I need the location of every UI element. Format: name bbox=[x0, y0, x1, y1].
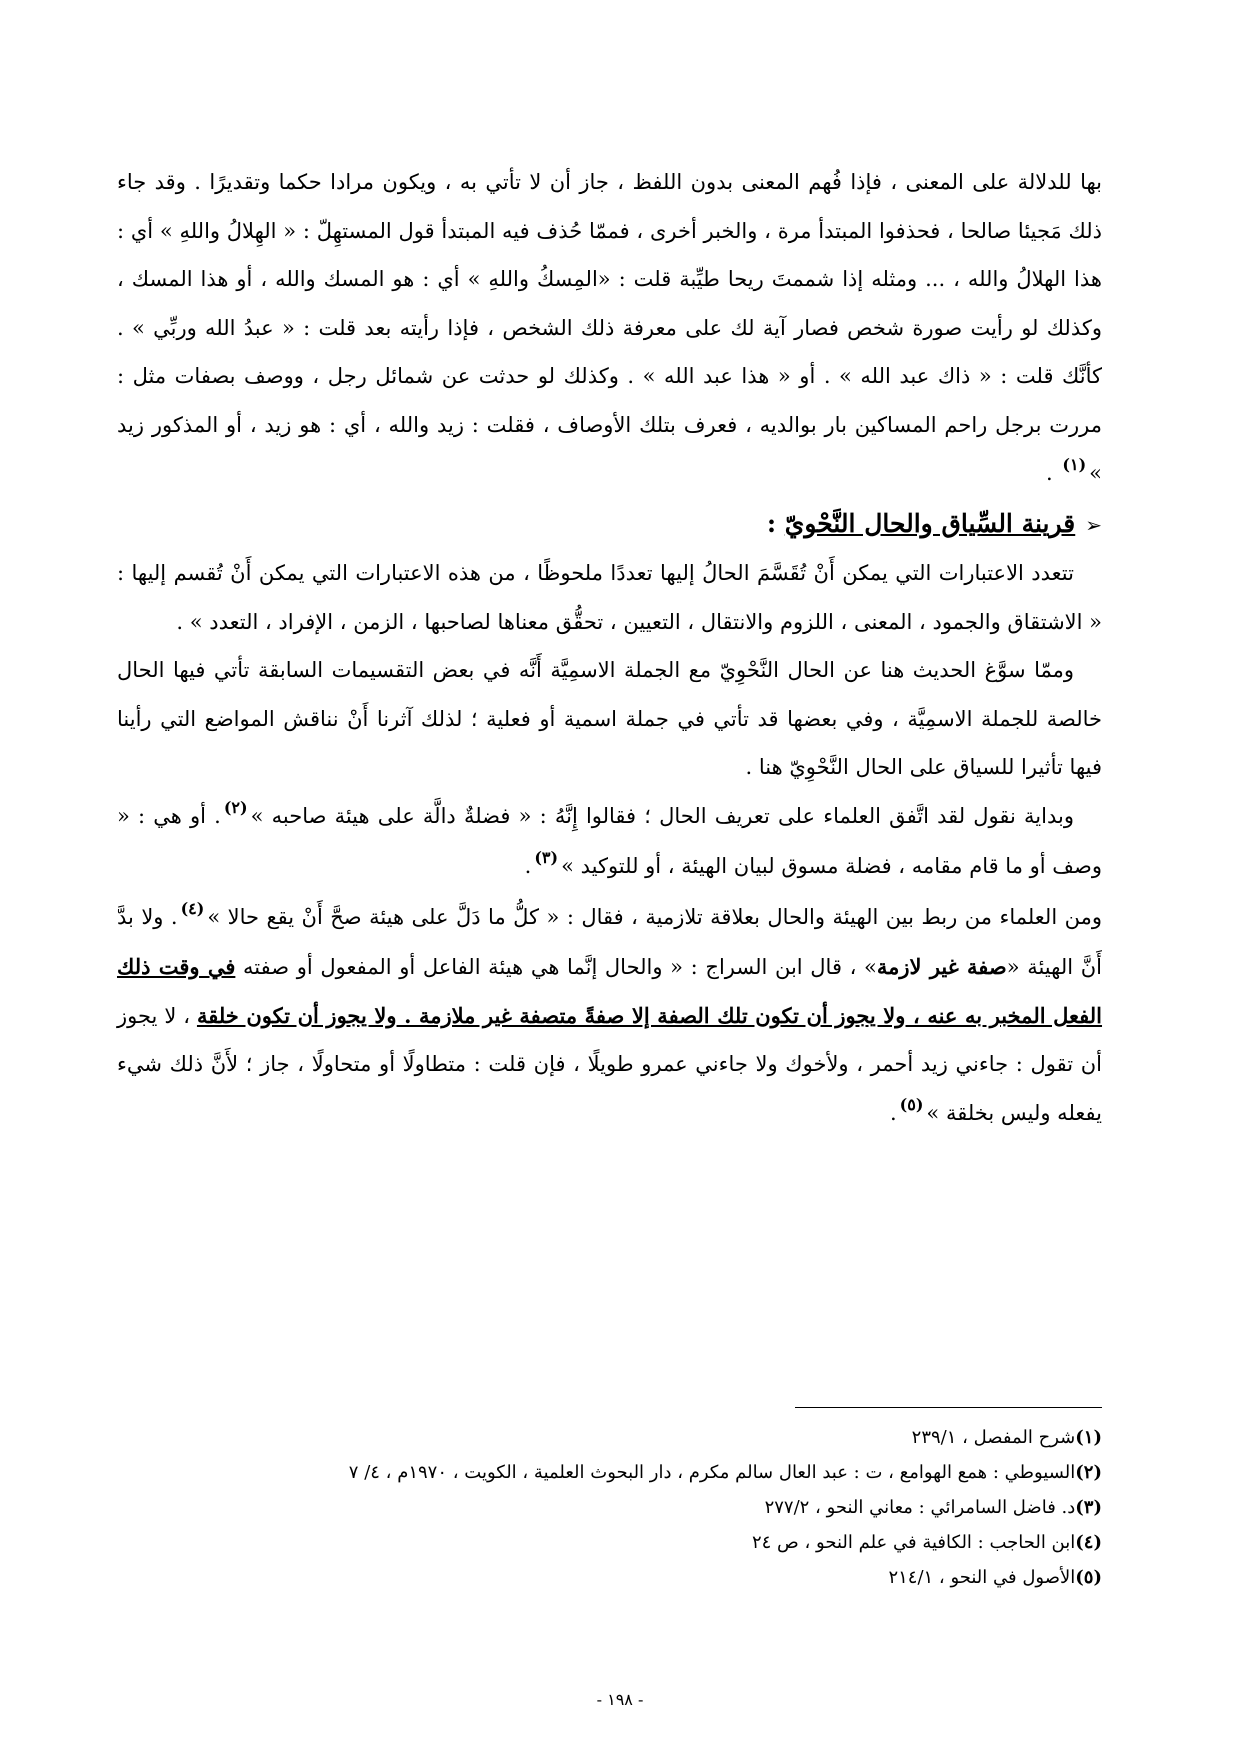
footnote-divider bbox=[795, 1407, 1102, 1408]
section-heading bbox=[117, 500, 1102, 550]
footnote-text: د. فاضل السامرائي : معاني النحو ، ٢٧٧/٢ bbox=[764, 1497, 1076, 1518]
paragraph-text: ومن العلماء من ربط بين الهيئة والحال بعلاقة تلازمية ، فقال : « كلُّ ما دَلَّ على هيئة صحَّ أَنْ يقع حالا » bbox=[207, 904, 1102, 929]
paragraph-text: ، لا يجوز أن تقول : جاءني زيد أحمر ، ولأخوك ولا جاءني عمرو طويلًا ، فإن قلت : متطاولًا أو متحاولًا ، جاز ؛ لأَنَّ ذلك شيء يفعله وليس بخلقة » bbox=[117, 1003, 1102, 1125]
heading-colon: : bbox=[766, 508, 777, 538]
footnote-text: ابن الحاجب : الكافية في علم النحو ، ص ٢٤ bbox=[751, 1532, 1076, 1553]
paragraph: تتعدد الاعتبارات التي يمكن أَنْ تُقَسَّمَ الحالُ إليها تعددًا ملحوظًا ، من هذه الاعتبارات التي يمكن أَنْ تُقسم إليها : « الاشتقاق والجمود ، المعنى ، اللزوم والانتقال ، التعيين ، تحقُّق معناها لصاحبها ، الزمن ، الإفراد ، التعدد » . bbox=[117, 561, 1102, 634]
main-text bbox=[117, 158, 1102, 1139]
footnote-text: السيوطي : همع الهوامع ، ت : عبد العال سالم مكرم ، دار البحوث العلمية ، الكويت ، ١٩٧٠م ، ٤/ ٧ bbox=[348, 1462, 1076, 1483]
footnotes bbox=[117, 1420, 1102, 1595]
footnote-item bbox=[117, 1455, 1102, 1490]
paragraph-text: . ولا بدَّ أَنَّ الهيئة « bbox=[117, 904, 1102, 979]
paragraph-text: . أو هي : « وصف أو ما قام مقامه ، فضلة مسوق لبيان الهيئة ، أو للتوكيد » bbox=[117, 803, 1102, 878]
footnote-number: (١) bbox=[1075, 1427, 1102, 1448]
footnote-number: (٢) bbox=[1075, 1462, 1102, 1483]
paragraph bbox=[117, 792, 1102, 893]
bold-phrase: صفة غير لازمة bbox=[876, 954, 1007, 979]
paragraph bbox=[117, 893, 1102, 1140]
footnote-item bbox=[117, 1420, 1102, 1455]
footnote-text: شرح المفصل ، ٢٣٩/١ bbox=[911, 1427, 1076, 1448]
paragraph-text: . bbox=[524, 854, 532, 878]
section-title: قرينة السِّياق والحال النَّحْويّ bbox=[784, 508, 1076, 538]
footnote-ref[interactable]: (٢) bbox=[223, 797, 248, 817]
footnote-ref[interactable]: (٥) bbox=[899, 1094, 924, 1114]
paragraph-text: بها للدلالة على المعنى ، فإذا فُهم المعنى بدون اللفظ ، جاز أن لا تأتي به ، ويكون مرادا حكما وتقديرًا . وقد جاء ذلك مَجيئا صالحا ، فحذفوا المبتدأ مرة ، والخبر أخرى ، فممّا حُذف فيه المبتدأ قول المستهِلّ : « الهِلالُ واللهِ » أي : هذا الهلالُ والله ، ... ومثله إذا شممتَ ريحا طيِّبة قلت : «المِسكُ واللهِ » أي : هو المسك والله ، أو هذا المسك ، وكذلك لو رأيت صورة شخص فصار آية لك على معرفة ذلك الشخص ، فإذا رأيته بعد قلت : « عبدُ الله وربِّي » . كأنَّك قلت : « ذاك عبد الله » . أو « هذا عبد الله » . وكذلك لو حدثت عن شمائل رجل ، ووصف بصفات مثل : مررت برجل راحم المساكين بار بوالديه ، فعرف بتلك الأوصاف ، فقلت : زيد والله ، أي : هو زيد ، أو المذكور زيد » bbox=[117, 170, 1102, 485]
footnote-item bbox=[117, 1490, 1102, 1525]
arrow-bullet-icon: ➢ bbox=[1085, 512, 1102, 537]
footnote-item bbox=[117, 1525, 1102, 1560]
footnote-ref[interactable]: (٣) bbox=[534, 848, 559, 867]
footnote-number: (٥) bbox=[1075, 1567, 1102, 1588]
footnote-text: الأصول في النحو ، ٢١٤/١ bbox=[888, 1567, 1076, 1588]
bold-underlined-quote: في وقت ذلك الفعل المخبر به عنه ، ولا يجوز أن تكون تلك الصفة إلا صفةً متصفة غير ملازمة . ولا يجوز أن تكون خلقة bbox=[117, 954, 1103, 1028]
footnote-item bbox=[117, 1560, 1102, 1595]
paragraph-text: » ، قال ابن السراج : « والحال إنَّما هي هيئة الفاعل أو المفعول أو صفته bbox=[243, 955, 877, 979]
footnote-number: (٤) bbox=[1075, 1532, 1102, 1553]
paragraph: بها للدلالة على المعنى ، فإذا فُهم المعنى بدون اللفظ ، جاز أن لا تأتي به ، ويكون مرادا حكما وتقديرًا . وقد جاء ذلك مَجيئا صالحا ، فحذفوا المبتدأ مرة ، والخبر أخرى ، فممّا حُذف فيه المبتدأ قول المستهِلّ : « الهِلالُ واللهِ » أي : هذا الهلالُ والله ، ... ومثله إذا شممتَ ريحا طيِّبة قلت : «المِسكُ واللهِ » أي : هو المسك والله ، أو هذا المسك ، وكذلك لو رأيت صورة شخص فصار آية لك على معرفة ذلك الشخص ، فإذا رأيته بعد قلت : « عبدُ الله وربِّي » . كأنَّك قلت : « ذاك عبد الله » . أو « هذا عبد الله » . وكذلك لو حدثت عن شمائل رجل ، ووصف بصفات مثل : مررت برجل راحم المساكين بار بوالديه ، فعرف بتلك الأوصاف ، فقلت : زيد والله ، أي : هو زيد ، أو المذكور زيد »$^{(١)}$ . bbox=[117, 170, 1102, 485]
footnote-ref[interactable]: (٤) bbox=[180, 898, 205, 918]
page-number: - ١٩٨ - bbox=[596, 1690, 644, 1709]
footnote-ref[interactable]: (١) bbox=[1062, 455, 1087, 474]
paragraph-text: . bbox=[889, 1100, 897, 1125]
paragraph-text: وبداية نقول لقد اتَّفق العلماء على تعريف الحال ؛ فقالوا إِنَّهُ : « فضلةٌ دالَّة على هيئة صاحبه » bbox=[250, 803, 1074, 828]
paragraph: وممّا سوَّغ الحديث هنا عن الحال النَّحْوِيّ مع الجملة الاسمِيَّة أَنَّه في بعض التقسيمات السابقة تأتي فيها الحال خالصة للجملة الاسمِيَّة ، وفي بعضها قد تأتي في جملة اسمية أو فعلية ؛ لذلك آثرنا أَنْ نناقش المواضع التي رأينا فيها تأثيرا للسياق على الحال النَّحْوِيّ هنا . bbox=[117, 658, 1102, 779]
footnote-number: (٣) bbox=[1075, 1497, 1102, 1518]
